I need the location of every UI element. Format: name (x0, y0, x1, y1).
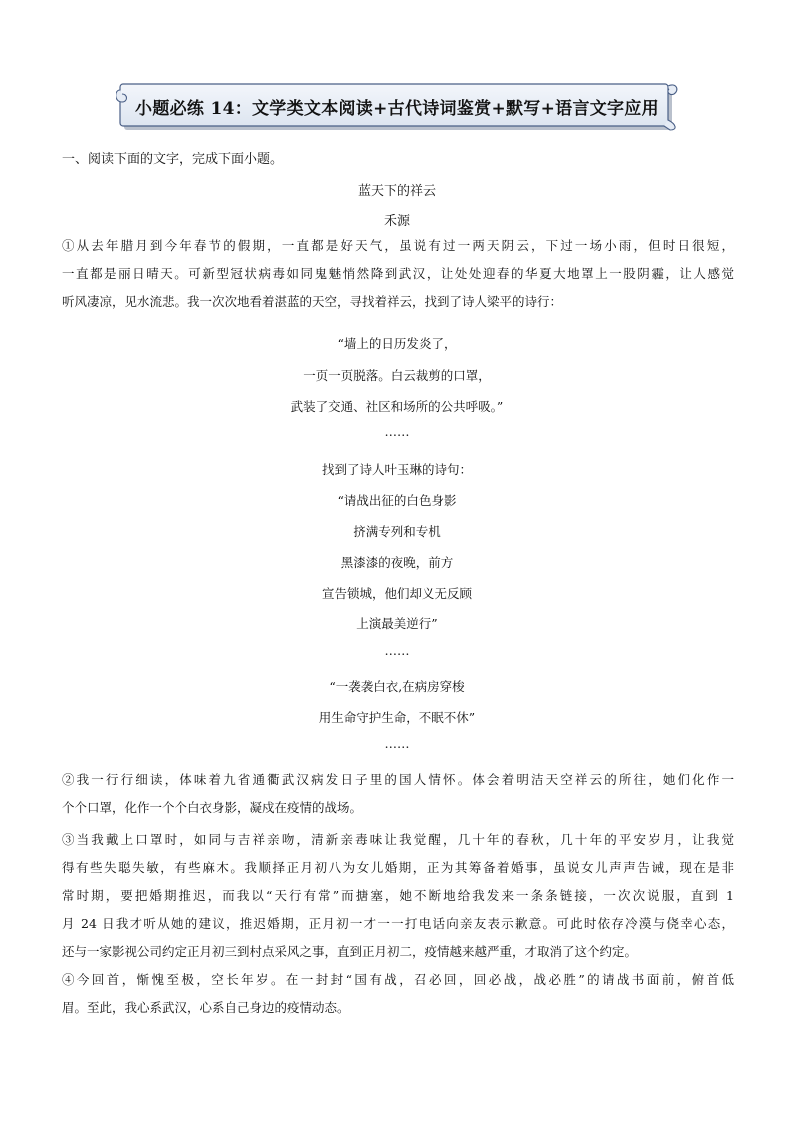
paragraph-line: 还与一家影视公司约定正月初三到村点采风之事，直到正月初二，疫情越来越严重，才取消了这个约定。 (62, 944, 638, 959)
poem-line: “墙上的日历发炎了， (337, 336, 457, 351)
poem-line: 宣告锁城，他们却义无反顾 (321, 586, 472, 601)
page-title: 小题必练 14：文学类文本阅读+古代诗词鉴赏+默写+语言文字应用 (135, 98, 659, 119)
paragraph-line: 常时期，要把婚期推迟，而我以“天行有常”而搪塞，她不断地给我发来一条条链接，一次次说服，直到 1 (62, 888, 734, 903)
poem-line: 武装了交通、社区和场所的公共呼吸。” (290, 399, 504, 414)
poem-line: 挤满专列和专机 (353, 524, 441, 539)
paragraph-line: 得有些失聪失敏，有些麻木。我顺择正月初八为女儿婚期，正为其筹备着婚事，虽说女儿声声告诫，现在是非 (62, 860, 734, 875)
paragraph-line: ③当我戴上口罩时，如同与吉祥亲吻，清新亲毒味让我觉醒，几十年的春秋，几十年的平安岁月，让我觉 (62, 832, 734, 847)
ellipsis: …… (384, 736, 410, 751)
poem-line: “一袭袭白衣,在病房穿梭 (329, 679, 465, 694)
poem-intro: 找到了诗人叶玉琳的诗句： (321, 462, 472, 477)
ellipsis: …… (384, 643, 410, 658)
article-title: 蓝天下的祥云 (357, 184, 436, 199)
paragraph-line: ①从去年腊月到今年春节的假期，一直都是好天气，虽说有过一两天阴云，下过一场小雨，但时日很短， (62, 238, 734, 253)
poem-line: 上演最美逆行” (356, 616, 438, 631)
poem-line: “请战出征的白色身影 (337, 493, 457, 508)
paragraph-line: 个个口罩，化作一个个白衣身影，凝戍在疫情的战场。 (62, 800, 363, 815)
article-author: 禾源 (383, 214, 410, 229)
ellipsis: …… (384, 424, 410, 439)
paragraph-line: 听风凄凉，见水流悲。我一次次地看着湛蓝的天空，寻找着祥云，找到了诗人梁平的诗行： (62, 294, 563, 309)
paragraph-line: 一直都是丽日晴天。可新型冠状病毒如同鬼魅悄然降到武汉，让处处迎春的华夏大地罩上一股阴霾，让人感觉 (62, 266, 734, 281)
title-banner (116, 80, 678, 132)
paragraph-line: 眉。至此，我心系武汉，心系自己身边的疫情动态。 (62, 1000, 350, 1015)
paragraph-line: ②我一行行细读，体味着九省通衢武汉病发日子里的国人情怀。体会着明洁天空祥云的所往，她们化作一 (62, 772, 734, 787)
poem-line: 一页一页脱落。白云裁剪的口罩， (303, 368, 491, 383)
paragraph-line: ④今回首，惭愧至极，空长年岁。在一封封“国有战，召必回，回必战，战必胜”的请战书面前，俯首低 (62, 972, 734, 987)
section-heading: 一、阅读下面的文字，完成下面小题。 (62, 152, 284, 167)
paragraph-3 (62, 826, 734, 966)
paragraph-line: 月 24 日我才听从她的建议，推迟婚期，正月初一才一一打电话向亲友表示歉意。可此时依存冷漠与侥幸心态， (62, 916, 734, 931)
poem-line: 用生命守护生命，不眠不休” (318, 710, 476, 725)
paragraph-1 (62, 232, 734, 316)
paragraph-2 (62, 766, 734, 822)
paragraph-4 (62, 966, 734, 1022)
poem-line: 黑漆漆的夜晚，前方 (340, 555, 454, 570)
